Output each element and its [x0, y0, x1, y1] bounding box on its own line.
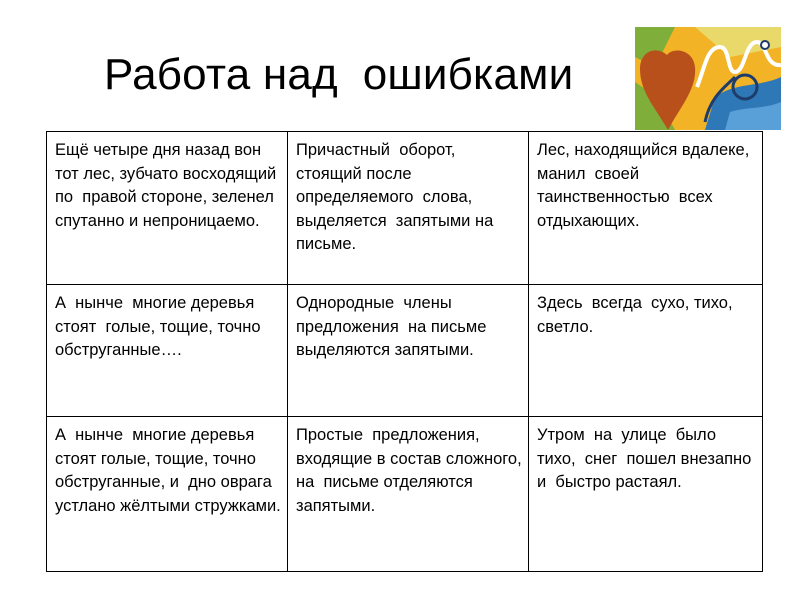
table-cell: А нынче многие деревья стоят голые, тощие, точно обструганные, и дно оврага устлано жёлтыми стружками. — [47, 417, 288, 572]
table-cell: Лес, находящийся вдалеке, манил своей таинственностью всех отдыхающих. — [529, 132, 763, 285]
table-cell: Здесь всегда сухо, тихо, светло. — [529, 285, 763, 417]
errors-table — [46, 131, 763, 572]
slide-title: Работа над ошибками — [104, 50, 574, 99]
table-row — [47, 285, 763, 417]
table-cell: Однородные члены предложения на письме выделяются запятыми. — [288, 285, 529, 417]
table-row — [47, 132, 763, 285]
table-cell: Простые предложения, входящие в состав сложного, на письме отделяются запятыми. — [288, 417, 529, 572]
table-cell: Утром на улице было тихо, снег пошел внезапно и быстро растаял. — [529, 417, 763, 572]
table-row — [47, 417, 763, 572]
heart-and-wave-illustration-icon — [635, 27, 781, 130]
table-cell: Причастный оборот, стоящий после определяемого слова, выделяется запятыми на письме. — [288, 132, 529, 285]
table-cell: Ещё четыре дня назад вон тот лес, зубчато восходящий по правой стороне, зеленел спутанно и непроницаемо. — [47, 132, 288, 285]
table-cell: А нынче многие деревья стоят голые, тощие, точно обструганные…. — [47, 285, 288, 417]
